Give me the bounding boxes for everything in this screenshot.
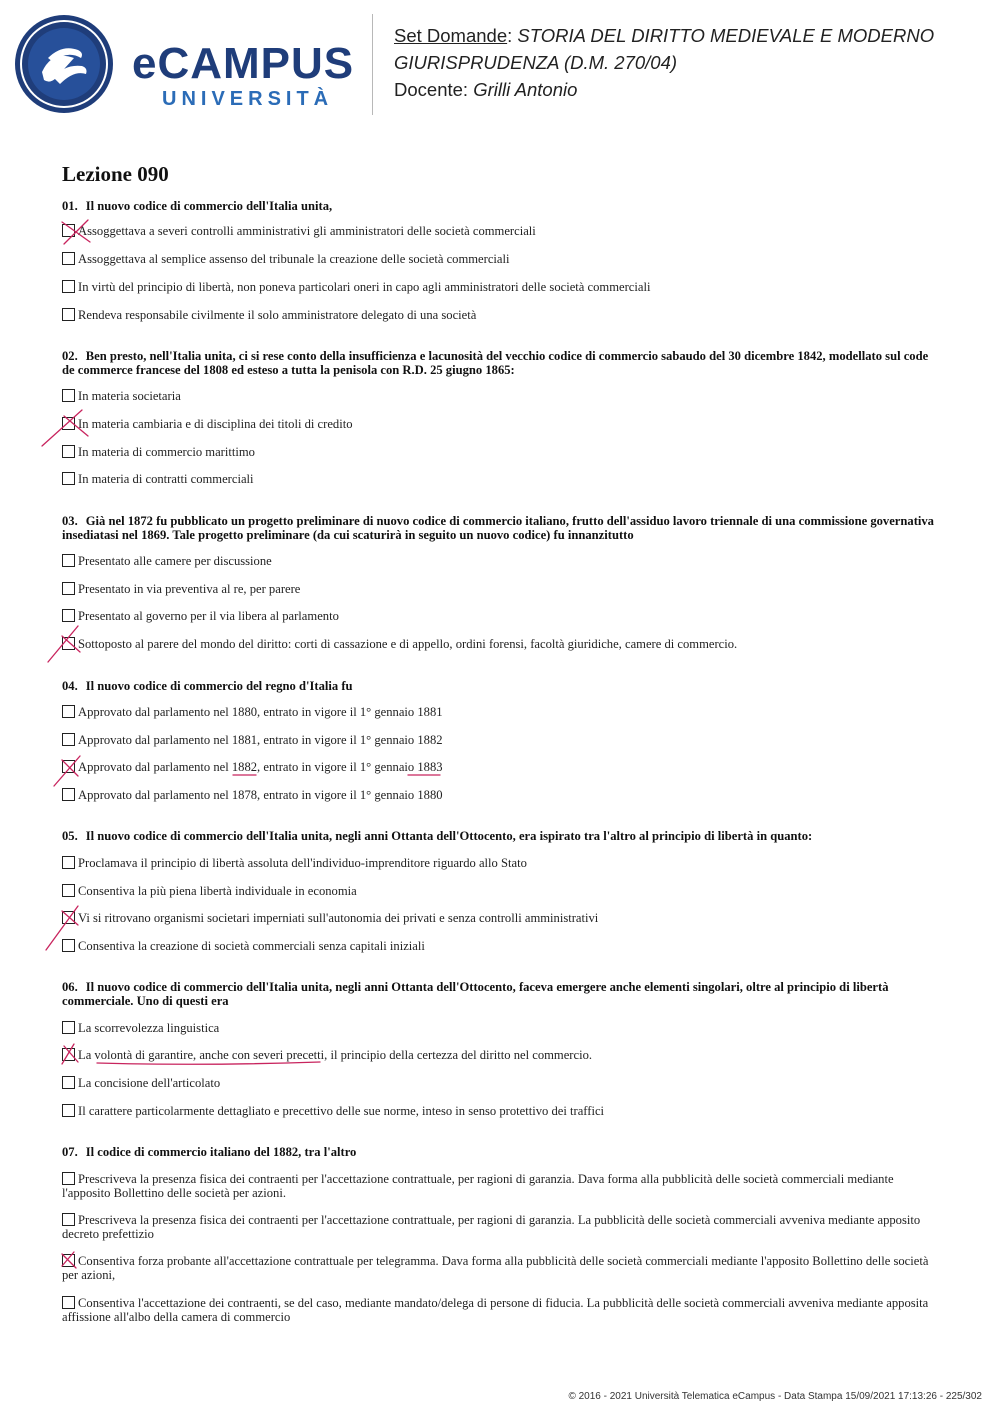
answer-option[interactable]: Approvato dal parlamento nel 1880, entrato in vigore il 1° gennaio 1881 xyxy=(62,705,942,719)
question-07: 07. Il codice di commercio italiano del 1882, tra l'altro xyxy=(62,1145,357,1159)
checkbox[interactable] xyxy=(62,1076,75,1089)
answer-option[interactable]: Proclamava il principio di libertà assoluta dell'individuo-imprenditore riguardo allo Stato xyxy=(62,856,942,870)
checkbox[interactable] xyxy=(62,1021,75,1034)
answer-option[interactable]: In materia societaria xyxy=(62,389,942,403)
ecampus-logo xyxy=(14,14,364,118)
page-header xyxy=(0,0,1000,140)
course-title: STORIA DEL DIRITTO MEDIEVALE E MODERNO xyxy=(517,25,935,46)
checkbox[interactable] xyxy=(62,760,75,773)
checkbox[interactable] xyxy=(62,445,75,458)
answer-option[interactable]: La concisione dell'articolato xyxy=(62,1076,942,1090)
checkbox[interactable] xyxy=(62,939,75,952)
checkbox[interactable] xyxy=(62,856,75,869)
answer-option[interactable]: Il carattere particolarmente dettagliato e precettivo delle sue norme, inteso in senso protettivo dei traffici xyxy=(62,1104,942,1118)
question-02: 02. Ben presto, nell'Italia unita, ci si rese conto della insufficienza e lacunosità del vecchio codice di commercio sabaudo del 30 dicembre 1842, modellato sul code de commerce francese del 1808 ed esteso a tutta la penisola con R.D. 25 giugno 1865: xyxy=(62,349,929,377)
checkbox[interactable] xyxy=(62,1104,75,1117)
answer-option[interactable]: Presentato alle camere per discussione xyxy=(62,554,942,568)
answer-option[interactable]: Consentiva la più piena libertà individuale in economia xyxy=(62,884,942,898)
checkbox[interactable] xyxy=(62,1172,75,1185)
answer-option[interactable]: Approvato dal parlamento nel 1882, entrato in vigore il 1° gennaio 1883 xyxy=(62,760,942,774)
answer-option[interactable]: La volontà di garantire, anche con severi precetti, il principio della certezza del diritto nel commercio. xyxy=(62,1048,942,1062)
checkbox[interactable] xyxy=(62,1254,75,1267)
lesson-title: Lezione 090 xyxy=(62,162,169,186)
checkbox[interactable] xyxy=(62,389,75,402)
answer-option[interactable]: In materia di commercio marittimo xyxy=(62,445,942,459)
answer-option[interactable]: La scorrevolezza linguistica xyxy=(62,1021,942,1035)
ecampus-emblem-icon xyxy=(14,14,114,114)
checkbox[interactable] xyxy=(62,733,75,746)
checkbox[interactable] xyxy=(62,788,75,801)
answer-option[interactable]: Sottoposto al parere del mondo del diritto: corti di cassazione e di appello, ordini forensi, facoltà giuridiche, camere di commercio. xyxy=(62,637,942,651)
set-label: Set Domande xyxy=(394,25,508,46)
answer-option[interactable]: Approvato dal parlamento nel 1878, entrato in vigore il 1° gennaio 1880 xyxy=(62,788,942,802)
answer-option[interactable]: Presentato al governo per il via libera al parlamento xyxy=(62,609,942,623)
header-info: Set Domande: STORIA DEL DIRITTO MEDIEVALE E MODERNO GIURISPRUDENZA (D.M. 270/04) Docente: Grilli Antonio xyxy=(394,25,935,100)
answer-option[interactable]: Consentiva forza probante all'accettazione contrattuale per telegramma. Dava forma alla pubblicità delle società commerciali mediante l'apposito Bollettino delle società per azioni, xyxy=(62,1254,929,1282)
teacher-label: Docente xyxy=(394,79,463,100)
checkbox[interactable] xyxy=(62,609,75,622)
checkbox[interactable] xyxy=(62,252,75,265)
answer-option[interactable]: Prescriveva la presenza fisica dei contraenti per l'accettazione contrattuale, per ragioni di garanzia. La pubblicità delle società commerciali avveniva mediante apposito decreto prefettizio xyxy=(62,1213,921,1241)
answer-option[interactable]: In virtù del principio di libertà, non poneva particolari oneri in capo agli amministratori delle società commerciali xyxy=(62,280,942,294)
checkbox[interactable] xyxy=(62,637,75,650)
checkbox[interactable] xyxy=(62,472,75,485)
checkbox[interactable] xyxy=(62,554,75,567)
checkbox[interactable] xyxy=(62,705,75,718)
brand-name: eCAMPUS xyxy=(132,39,355,88)
answer-option[interactable]: Consentiva la creazione di società commerciali senza capitali iniziali xyxy=(62,939,942,953)
header-divider xyxy=(372,14,373,115)
checkbox[interactable] xyxy=(62,884,75,897)
checkbox[interactable] xyxy=(62,280,75,293)
checkbox[interactable] xyxy=(62,417,75,430)
question-04: 04. Il nuovo codice di commercio del regno d'Italia fu xyxy=(62,679,353,693)
question-03: 03. Già nel 1872 fu pubblicato un progetto preliminare di nuovo codice di commercio italiano, frutto dell'assiduo lavoro triennale di una commissione governativa insediatasi nel 1869. Tale progetto preliminare (da cui scaturirà in seguito un nuovo codice) fu innanzitutto xyxy=(62,514,934,542)
teacher-name: Grilli Antonio xyxy=(473,79,578,100)
checkbox[interactable] xyxy=(62,1048,75,1061)
checkbox[interactable] xyxy=(62,308,75,321)
checkbox[interactable] xyxy=(62,911,75,924)
answer-option[interactable]: Vi si ritrovano organismi societari imperniati sull'autonomia dei privati e senza controlli amministrativi xyxy=(62,911,942,925)
answer-option[interactable]: Presentato in via preventiva al re, per parere xyxy=(62,582,942,596)
brand-subtitle: UNIVERSITÀ xyxy=(162,88,334,110)
checkbox[interactable] xyxy=(62,582,75,595)
checkbox[interactable] xyxy=(62,1296,75,1309)
answer-option[interactable]: In materia di contratti commerciali xyxy=(62,472,942,486)
checkbox[interactable] xyxy=(62,1213,75,1226)
answer-option[interactable]: Assoggettava al semplice assenso del tribunale la creazione delle società commerciali xyxy=(62,252,942,266)
degree-name: GIURISPRUDENZA (D.M. 270/04) xyxy=(394,52,678,73)
underline-mark xyxy=(97,1062,320,1064)
checkbox[interactable] xyxy=(62,224,75,237)
question-06: 06. Il nuovo codice di commercio dell'Italia unita, negli anni Ottanta dell'Ottocento, faceva emergere anche elementi singolari, oltre al principio di libertà commerciale. Uno di questi era xyxy=(62,980,889,1008)
question-01: 01. Il nuovo codice di commercio dell'Italia unita, xyxy=(62,199,333,213)
answer-option[interactable]: Prescriveva la presenza fisica dei contraenti per l'accettazione contrattuale, per ragioni di garanzia. Dava forma alla pubblicità delle società commerciali mediante l'apposito Bollettino delle società per azioni. xyxy=(62,1172,894,1200)
answer-option[interactable]: Assoggettava a severi controlli amministrativi gli amministratori delle società commerciali xyxy=(62,224,942,238)
answer-option[interactable]: Consentiva l'accettazione dei contraenti, se del caso, mediante mandato/delega di persone di fiducia. La pubblicità delle società commerciali avveniva mediante apposita affissione all'albo della camera di commercio xyxy=(62,1296,929,1324)
page-footer: © 2016 - 2021 Università Telematica eCampus - Data Stampa 15/09/2021 17:13:26 - 225/302 xyxy=(568,1391,982,1402)
question-05: 05. Il nuovo codice di commercio dell'Italia unita, negli anni Ottanta dell'Ottocento, era ispirato tra l'altro al principio di libertà in quanto: xyxy=(62,829,813,843)
answer-option[interactable]: Approvato dal parlamento nel 1881, entrato in vigore il 1° gennaio 1882 xyxy=(62,733,942,747)
answer-option[interactable]: Rendeva responsabile civilmente il solo amministratore delegato di una società xyxy=(62,308,942,322)
answer-option[interactable]: In materia cambiaria e di disciplina dei titoli di credito xyxy=(62,417,942,431)
